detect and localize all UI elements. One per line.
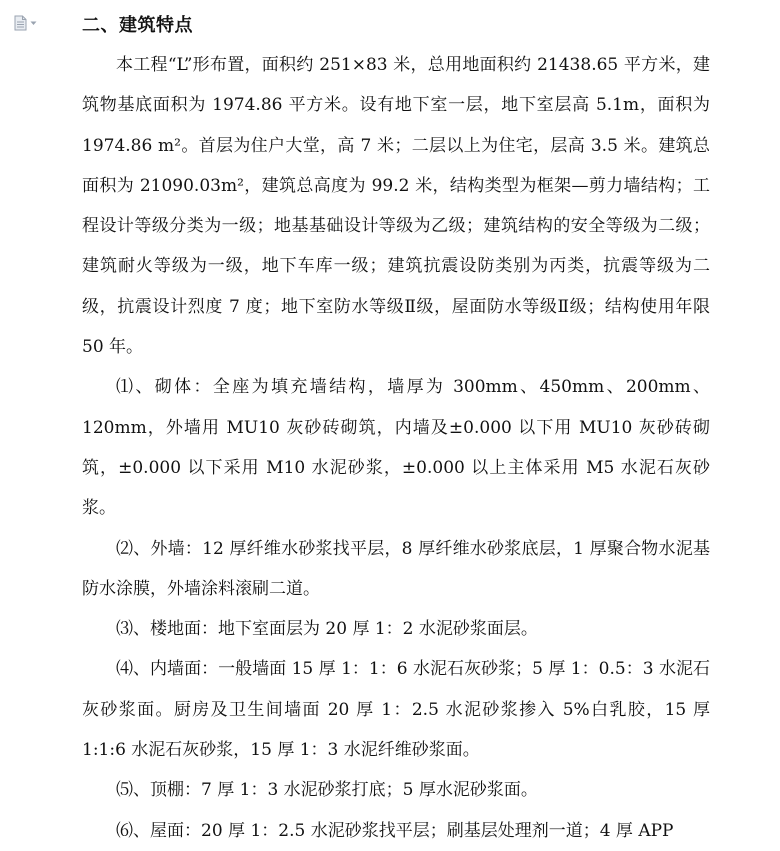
paragraph-floor: ⑶、楼地面：地下室面层为 20 厚 1：2 水泥砂浆面层。 — [116, 619, 538, 640]
paragraph-masonry: ⑴、砌体：全座为填充墙结构，墙厚为 300mm、450mm、200mm、120mm，外墙用 MU10 灰砂砖砌筑，内墙及±0.000 以下用 MU10 灰砂砖砌筑，±0.000 以下采用 M10 水泥砂浆，±0.000 以上主体采用 M5 水泥石灰砂浆。 — [82, 377, 710, 519]
paragraph-overview: 本工程“L”形布置，面积约 251×83 米，总用地面积约 21438.65 平方米，建筑物基底面积为 1974.86 平方米。设有地下室一层，地下室层高 5.1m，面积为 1974.86 m²。首层为住户大堂，高 7 米；二层以上为住宅，层高 3.5 米。建筑总面积为 21090.03m²，建筑总高度为 99.2 米，结构类型为框架—剪力墙结构；工程设计等级分类为一级；地基基础设计等级为乙级；建筑结构的安全等级为二级；建筑耐火等级为一级，地下车库一级；建筑抗震设防类别为丙类，抗震等级为二级，抗震设计烈度 7 度；地下室防水等级Ⅱ级，屋面防水等级Ⅱ级；结构使用年限 50 年。 — [82, 55, 710, 358]
paragraph-interior-wall: ⑷、内墙面：一般墙面 15 厚 1：1：6 水泥石灰砂浆；5 厚 1：0.5：3 水泥石灰砂浆面。厨房及卫生间墙面 20 厚 1：2.5 水泥砂浆掺入 5%白乳胶，15 厚 1:1:6 水泥石灰砂浆，15 厚 1：3 水泥纤维砂浆面。 — [82, 659, 710, 761]
document-icon — [14, 15, 27, 31]
paragraph-roof: ⑹、屋面：20 厚 1：2.5 水泥砂浆找平层；刷基层处理剂一道；4 厚 APP — [116, 820, 674, 841]
chevron-down-icon — [30, 21, 37, 26]
section-heading: 二、建筑特点 — [82, 15, 193, 36]
document-menu[interactable] — [14, 14, 44, 32]
paragraph-ceiling: ⑸、顶棚：7 厚 1：3 水泥砂浆打底；5 厚水泥砂浆面。 — [116, 780, 538, 801]
document-body — [82, 45, 710, 851]
paragraph-exterior-wall: ⑵、外墙：12 厚纤维水砂浆找平层，8 厚纤维水砂浆底层，1 厚聚合物水泥基防水涂膜，外墙涂料滚刷二道。 — [82, 538, 710, 599]
